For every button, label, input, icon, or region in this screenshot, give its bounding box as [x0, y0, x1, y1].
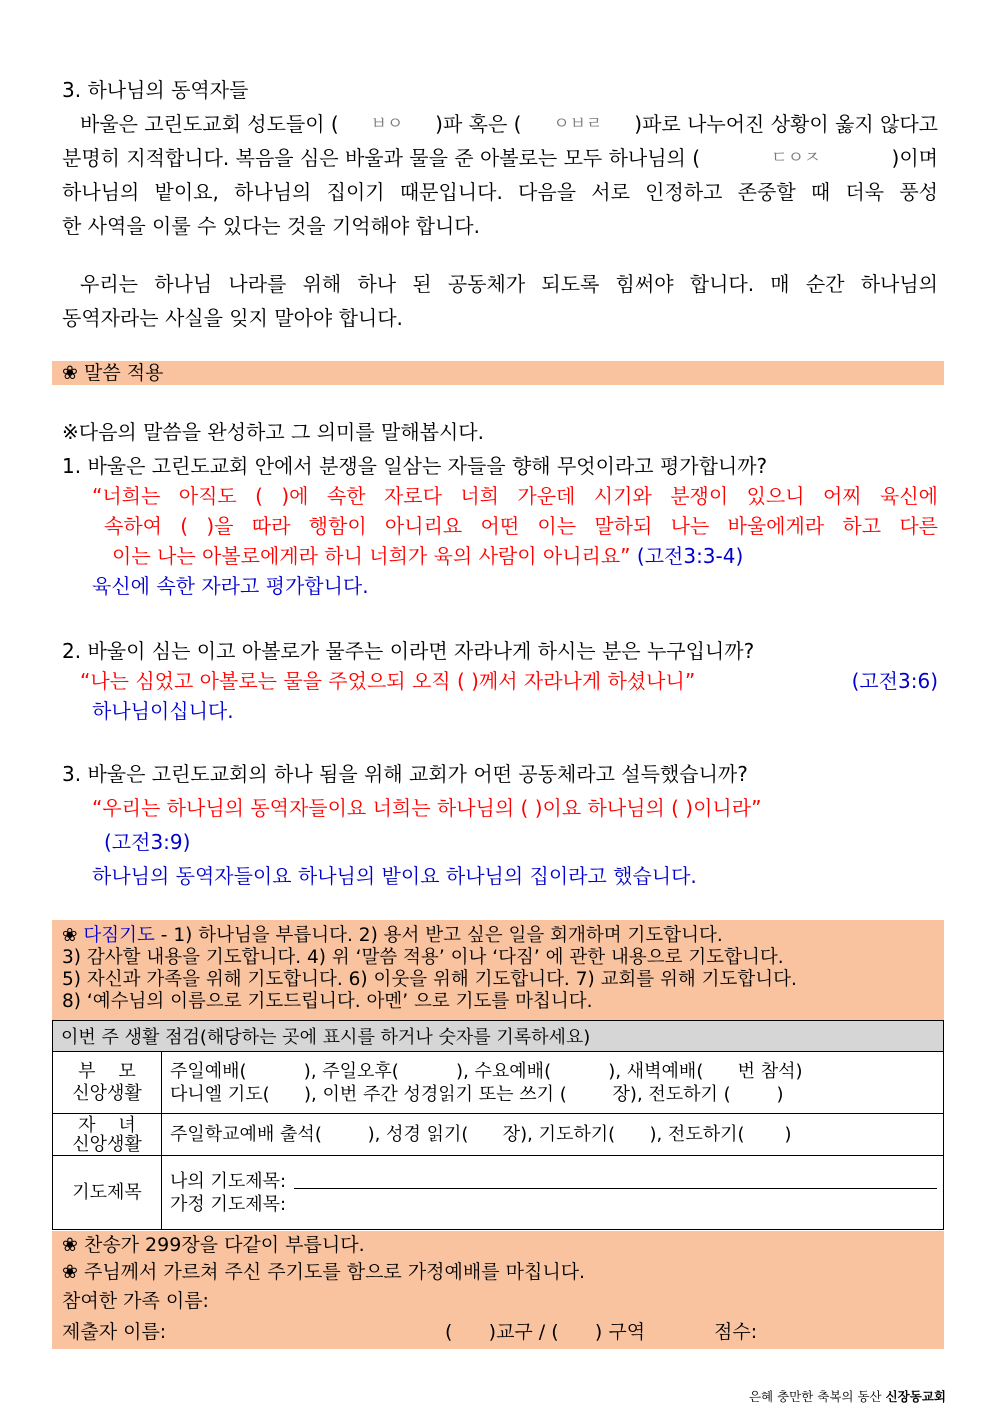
flower-icon: ❀: [62, 925, 78, 946]
answer: 육신에 속한 자라고 평가합니다.: [92, 574, 369, 598]
text-fragment: )파 혹은 (: [435, 112, 522, 136]
question: 3. 바울은 고린도교회의 하나 됨을 위해 교회가 어떤 공동체라고 설득했습니까?: [62, 762, 748, 786]
text-fragment: 분명히 지적합니다. 복음을 심은 바울과 물을 준 아볼로는 모두 하나님의 (: [62, 146, 701, 170]
family-names-field[interactable]: 참여한 가족 이름:: [62, 1290, 209, 1312]
verse-text: 이는 나는 아볼로에게라 하니 너희가 육의 사람이 아니리요”: [112, 544, 631, 568]
verse-line: “너희는 아직도 ( )에 속한 자로다 너희 가운데 시기와 분쟁이 있으니 어찌 육신에: [92, 484, 938, 508]
field-line[interactable]: 주일예배( ), 주일오후( ), 수요예배( ), 새벽예배( 번 참석): [170, 1060, 803, 1082]
closing-box: [52, 1231, 944, 1349]
label-line: 신앙생활: [72, 1133, 142, 1155]
church-name: 신장동교회: [885, 1389, 946, 1404]
prayer-title: 다짐기도: [83, 925, 155, 946]
question: 1. 바울은 고린도교회 안에서 분쟁을 일삼는 자들을 향해 무엇이라고 평가합니까?: [62, 454, 768, 478]
prayer-topic-fields[interactable]: [162, 1156, 944, 1230]
section-bar: [52, 361, 944, 385]
hymn-line: ❀ 찬송가 299장을 다같이 부릅니다.: [62, 1234, 365, 1256]
verse-line: “우리는 하나님의 동역자들이요 너희는 하나님의 ( )이요 하나님의 ( )이니라”: [92, 796, 762, 820]
parents-label: [53, 1052, 162, 1114]
answer: 하나님이십니다.: [92, 699, 234, 723]
verse-reference: (고전3:9): [104, 830, 191, 854]
my-prayer-line[interactable]: [294, 1188, 937, 1189]
instruction: ※다음의 말씀을 완성하고 그 의미를 말해봅시다.: [62, 420, 484, 444]
lords-prayer-line: ❀ 주님께서 가르쳐 주신 주기도를 함으로 가정예배를 마칩니다.: [62, 1261, 586, 1283]
label-line: 자 녀: [78, 1114, 136, 1136]
my-prayer-label: 나의 기도제목:: [170, 1170, 287, 1192]
paragraph-line: [62, 141, 938, 175]
prayer-line: [62, 925, 723, 947]
kids-label: [53, 1114, 162, 1156]
verse-reference: (고전3:3-4): [636, 544, 744, 568]
section-bar-label: ❀ 말씀 적용: [62, 362, 164, 384]
checklist-header: 이번 주 생활 점검(해당하는 곳에 표시를 하거나 숫자를 기록하세요): [53, 1021, 944, 1052]
footer: [749, 1387, 946, 1405]
text-fragment: 바울은 고린도교회 성도들이 (: [80, 112, 339, 136]
verse-line: [112, 539, 743, 573]
verse-text: “나는 심었고 아볼로는 물을 주었으되 오직 ( )께서 자라나게 하셨나니”: [80, 669, 696, 693]
my-prayer-row[interactable]: [170, 1170, 943, 1193]
text-fragment: )파로 나누어진 상황이 옳지 않다고: [634, 112, 938, 136]
section-heading: 3. 하나님의 동역자들: [62, 78, 249, 102]
prayer-text: - 1) 하나님을 부릅니다. 2) 용서 받고 싶은 일을 회개하며 기도합니다.: [154, 925, 723, 946]
field-line[interactable]: 다니엘 기도( ), 이번 주간 성경읽기 또는 쓰기 ( 장), 전도하기 ( ): [170, 1083, 784, 1105]
text-fragment: )이며: [891, 146, 938, 170]
kids-fields[interactable]: 주일학교예배 출석( ), 성경 읽기( 장), 기도하기( ), 전도하기( ): [162, 1114, 944, 1156]
prayer-line: 8) ‘예수님의 이름으로 기도드립니다. 아멘’ 으로 기도를 마칩니다.: [62, 991, 593, 1012]
consonant-hint: ㄷㅇㅈ: [771, 148, 821, 168]
life-checklist: [52, 1020, 944, 1230]
verse-line: [80, 664, 938, 698]
verse-line: 속하여 ( )을 따라 행함이 아니리요 어떤 이는 말하되 나는 바울에게라 하고 다른: [104, 514, 938, 538]
prayer-box: [52, 920, 944, 1020]
question: 2. 바울이 심는 이고 아볼로가 물주는 이라면 자라나게 하시는 분은 누구입니까?: [62, 639, 755, 663]
paragraph-line: 하나님의 밭이요, 하나님의 집이기 때문입니다. 다음을 서로 인정하고 존중할 때 더욱 풍성: [62, 180, 938, 204]
district-field[interactable]: ( )교구 / ( ) 구역: [445, 1321, 646, 1343]
footer-slogan: 은혜 충만한 축복의 동산: [748, 1389, 882, 1404]
prayer-line: 5) 자신과 가족을 위해 기도합니다. 6) 이웃을 위해 기도합니다. 7) 교회를 위해 기도합니다.: [62, 969, 797, 990]
consonant-hint: ㅇㅂㄹ: [553, 114, 603, 134]
label-line: 신앙생활: [72, 1082, 142, 1104]
consonant-hint: ㅂㅇ: [370, 114, 404, 134]
family-prayer-label[interactable]: 가정 기도제목:: [170, 1193, 287, 1215]
answer: 하나님의 동역자들이요 하나님의 밭이요 하나님의 집이라고 했습니다.: [92, 864, 697, 888]
verse-reference: (고전3:6): [851, 669, 938, 693]
prayer-line: 3) 감사할 내용을 기도합니다. 4) 위 ‘말씀 적용’ 이나 ‘다짐’ 에 관한 내용으로 기도합니다.: [62, 947, 784, 968]
submitter-field[interactable]: 제출자 이름:: [62, 1321, 167, 1343]
paragraph-line: 한 사역을 이룰 수 있다는 것을 기억해야 합니다.: [62, 214, 480, 238]
label-line: 부 모: [78, 1060, 136, 1082]
paragraph-line: [80, 107, 938, 141]
parents-fields[interactable]: [162, 1052, 944, 1114]
score-field[interactable]: 점수:: [714, 1321, 758, 1343]
prayer-topic-label: 기도제목: [53, 1156, 162, 1230]
paragraph-line: 우리는 하나님 나라를 위해 하나 된 공동체가 되도록 힘써야 합니다. 매 순간 하나님의: [80, 272, 938, 296]
paragraph-line: 동역자라는 사실을 잊지 말아야 합니다.: [62, 306, 403, 330]
